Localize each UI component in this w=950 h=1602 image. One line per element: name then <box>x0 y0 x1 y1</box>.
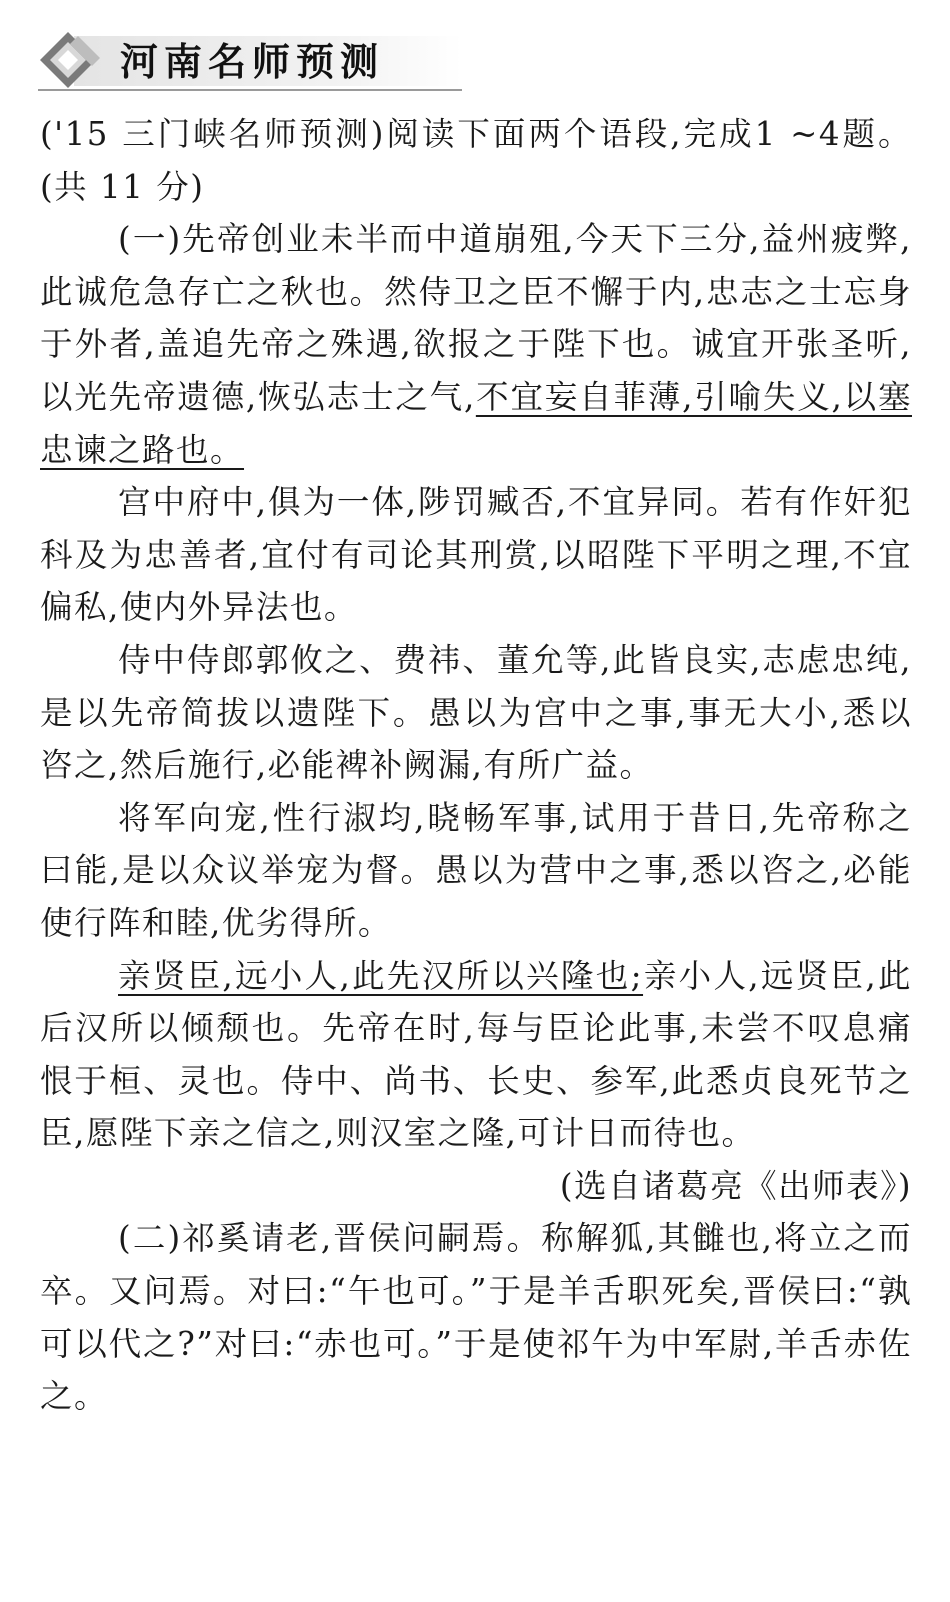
passage2-paragraph-1: (二)祁奚请老,晋侯问嗣焉。称解狐,其雠也,将立之而卒。又问焉。对曰:“午也可。”于是羊舌职死矣,晋侯曰:“孰可以代之?”对曰:“赤也可。”于是使祁午为中军尉,羊舌赤佐之。 <box>40 1219 912 1416</box>
header-rule <box>38 89 462 91</box>
question-intro: ('15 三门峡名师预测)阅读下面两个语段,完成1 ~4题。(共 11 分) <box>40 115 912 206</box>
passage1-paragraph-4: 将军向宠,性行淑均,晓畅军事,试用于昔日,先帝称之曰能,是以众议举宠为督。愚以为营中之事,悉以咨之,必能使行阵和睦,优劣得所。 <box>40 798 912 942</box>
underlined-sentence-2: 亲贤臣,远小人,此先汉所以兴隆也; <box>118 956 644 995</box>
passage1-p5-text: 亲小人,远贤臣,此后汉所以倾颓也。先帝在时,每与臣论此事,未尝不叹息痛恨于桓、灵也。侍中、尚书、长史、参军,此悉贞良死节之臣,愿陛下亲之信之,则汉室之隆,可计日而待也。 <box>40 956 912 1153</box>
passage1-p1-text: (一)先帝创业未半而中道崩殂,今天下三分,益州疲弊,此诚危急存亡之秋也。然侍卫之臣不懈于内,忠志之士忘身于外者,盖追先帝之殊遇,欲报之于陛下也。诚宜开张圣听,以光先帝遗德,恢弘志士之气, <box>40 220 912 416</box>
passage1-source: (选自诸葛亮《出师表》) <box>559 1166 912 1205</box>
section-header <box>38 28 462 92</box>
passage1-paragraph-2: 宫中府中,俱为一体,陟罚臧否,不宜异同。若有作奸犯科及为忠善者,宜付有司论其刑赏,以昭陛下平明之理,不宜偏私,使内外异法也。 <box>40 483 912 627</box>
document-body <box>40 108 912 1423</box>
passage1-paragraph-1 <box>40 213 912 476</box>
underlined-sentence-1: 不宜妄自菲薄,引喻失义,以塞忠谏之路也。 <box>40 377 912 469</box>
passage1-paragraph-5 <box>40 950 912 1160</box>
header-title: 河南名师预测 <box>120 40 385 84</box>
passage1-paragraph-3: 侍中侍郎郭攸之、费祎、董允等,此皆良实,志虑忠纯,是以先帝简拔以遗陛下。愚以为宫中之事,事无大小,悉以咨之,然后施行,必能裨补阙漏,有所广益。 <box>40 640 912 785</box>
diamond-logo-icon <box>38 28 102 92</box>
